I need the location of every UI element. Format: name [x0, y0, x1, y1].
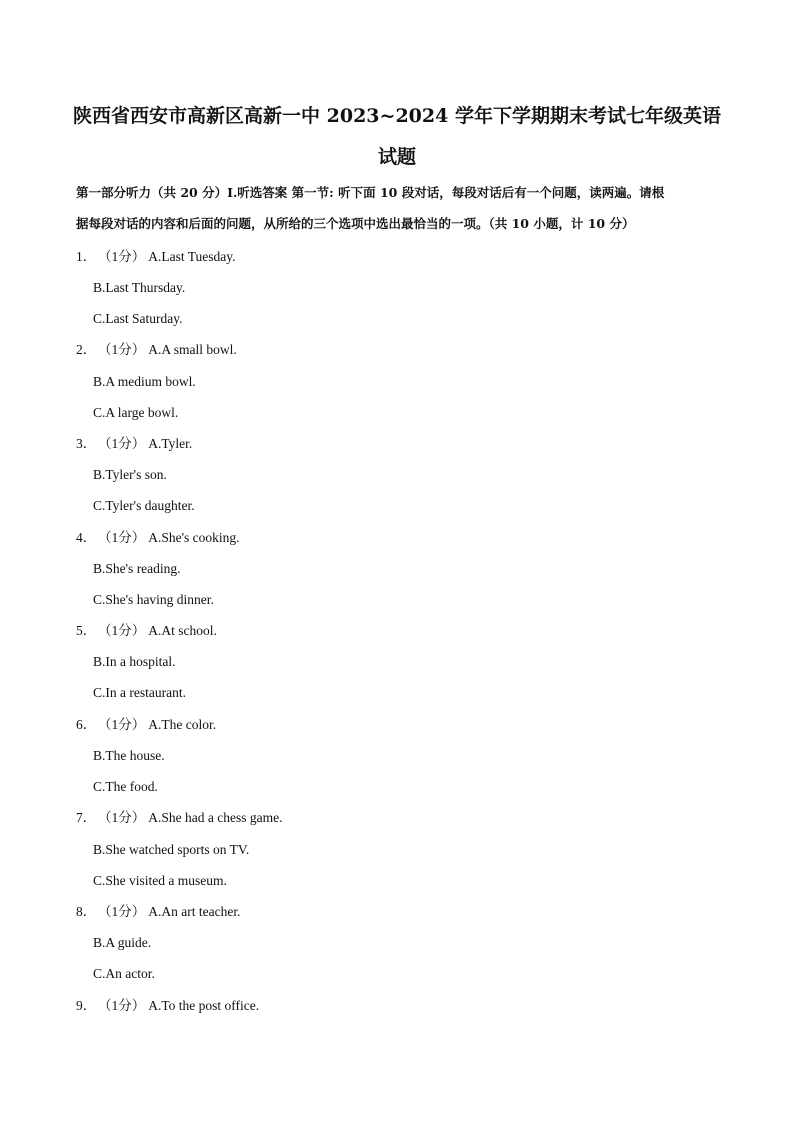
question-3-option-c: C.Tyler's daughter. — [93, 498, 195, 513]
question-8-option-b: B.A guide. — [93, 935, 152, 950]
question-number: 4． — [76, 530, 97, 545]
question-1-option-b: B.Last Thursday. — [93, 280, 186, 295]
question-score: （1分） — [98, 342, 146, 357]
question-6-option-b: B.The house. — [93, 748, 165, 763]
question-5-option-b: B.In a hospital. — [93, 654, 176, 669]
question-6-option-c: C.The food. — [93, 779, 158, 794]
option-a: A.A small bowl. — [148, 342, 237, 357]
section-instructions-continued: 据每段对话的内容和后面的问题，从所给的三个选项中选出最恰当的一项。（共 10 小题，计 10 分） — [76, 216, 635, 231]
question-number: 5． — [76, 623, 97, 638]
section-instructions: 第一部分听力（共 20 分）I.听选答案 第一节: 听下面 10 段对话，每段对话后有一个问题，读两遍。请根 — [76, 185, 665, 200]
question-score: （1分） — [98, 436, 146, 451]
question-1 — [76, 248, 236, 266]
option-a: A.At school. — [148, 623, 217, 638]
question-5 — [76, 622, 217, 640]
question-number: 8． — [76, 904, 97, 919]
question-score: （1分） — [98, 904, 146, 919]
question-7 — [76, 809, 282, 827]
question-number: 1． — [76, 249, 97, 264]
page-title: 陕西省西安市高新区高新一中 2023~2024 学年下学期期末考试七年级英语 — [73, 105, 721, 127]
question-4 — [76, 529, 240, 547]
question-number: 6． — [76, 717, 97, 732]
question-score: （1分） — [98, 717, 146, 732]
question-score: （1分） — [98, 810, 146, 825]
option-a: A.She's cooking. — [148, 530, 240, 545]
question-number: 2． — [76, 342, 97, 357]
option-a: A.She had a chess game. — [148, 810, 283, 825]
question-9 — [76, 997, 259, 1015]
question-number: 9． — [76, 998, 97, 1013]
option-a: A.The color. — [148, 717, 217, 732]
question-2-option-c: C.A large bowl. — [93, 405, 179, 420]
question-2 — [76, 341, 237, 359]
option-a: A.An art teacher. — [148, 904, 241, 919]
question-4-option-b: B.She's reading. — [93, 561, 181, 576]
question-5-option-c: C.In a restaurant. — [93, 685, 186, 700]
question-score: （1分） — [98, 249, 146, 264]
question-3-option-b: B.Tyler's son. — [93, 467, 167, 482]
question-6 — [76, 716, 216, 734]
question-7-option-b: B.She watched sports on TV. — [93, 842, 250, 857]
option-a: A.Tyler. — [148, 436, 193, 451]
question-2-option-b: B.A medium bowl. — [93, 374, 196, 389]
option-a: A.To the post office. — [148, 998, 260, 1013]
question-8-option-c: C.An actor. — [93, 966, 155, 981]
question-1-option-c: C.Last Saturday. — [93, 311, 183, 326]
question-score: （1分） — [98, 623, 146, 638]
question-4-option-c: C.She's having dinner. — [93, 592, 214, 607]
question-score: （1分） — [98, 998, 146, 1013]
question-score: （1分） — [98, 530, 146, 545]
question-number: 3． — [76, 436, 97, 451]
question-7-option-c: C.She visited a museum. — [93, 873, 227, 888]
question-3 — [76, 435, 192, 453]
page-title-continued: 试题 — [377, 146, 416, 168]
question-number: 7． — [76, 810, 97, 825]
question-8 — [76, 903, 240, 921]
option-a: A.Last Tuesday. — [148, 249, 236, 264]
